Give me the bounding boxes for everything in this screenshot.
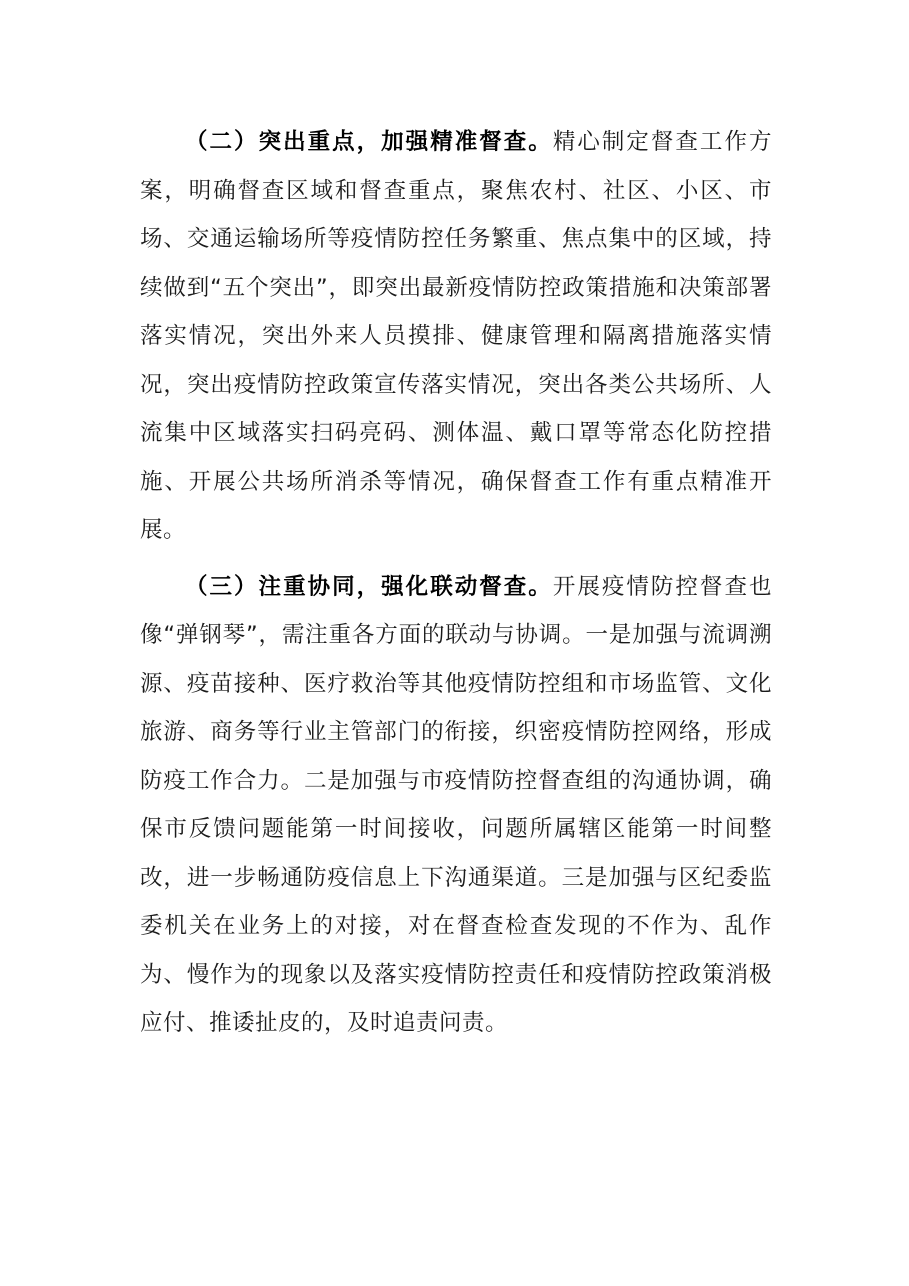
document-page [140,118,772,1048]
paragraph-coordinated-supervision [140,563,772,1048]
paragraph-body: 开展疫情防控督查也像“弹钢琴”，需注重各方面的联动与协调。一是加强与流调溯源、疫苗接种、医疗救治等其他疫情防控组和市场监管、文化旅游、商务等行业主管部门的衔接，织密疫情防控网络，形成防疫工作合力。二是加强与市疫情防控督查组的沟通协调，确保市反馈问题能第一时间接收，问题所属辖区能第一时间整改，进一步畅通防疫信息上下沟通渠道。三是加强与区纪委监委机关在业务上的对接，对在督查检查发现的不作为、乱作为、慢作为的现象以及落实疫情防控责任和疫情防控政策消极应付、推诿扯皮的，及时追责问责。 [140,573,772,1036]
section-heading: （三）注重协同，强化联动督查。 [185,573,553,600]
paragraph-body: 精心制定督查工作方案，明确督查区域和督查重点，聚焦农村、社区、小区、市场、交通运输场所等疫情防控任务繁重、焦点集中的区域，持续做到“五个突出”，即突出最新疫情防控政策措施和决策部署落实情况，突出外来人员摸排、健康管理和隔离措施落实情况，突出疫情防控政策宣传落实情况，突出各类公共场所、人流集中区域落实扫码亮码、测体温、戴口罩等常态化防控措施、开展公共场所消杀等情况，确保督查工作有重点精准开展。 [140,129,772,543]
section-heading: （二）突出重点，加强精准督查。 [185,129,553,155]
paragraph-focus-supervision [140,118,772,555]
